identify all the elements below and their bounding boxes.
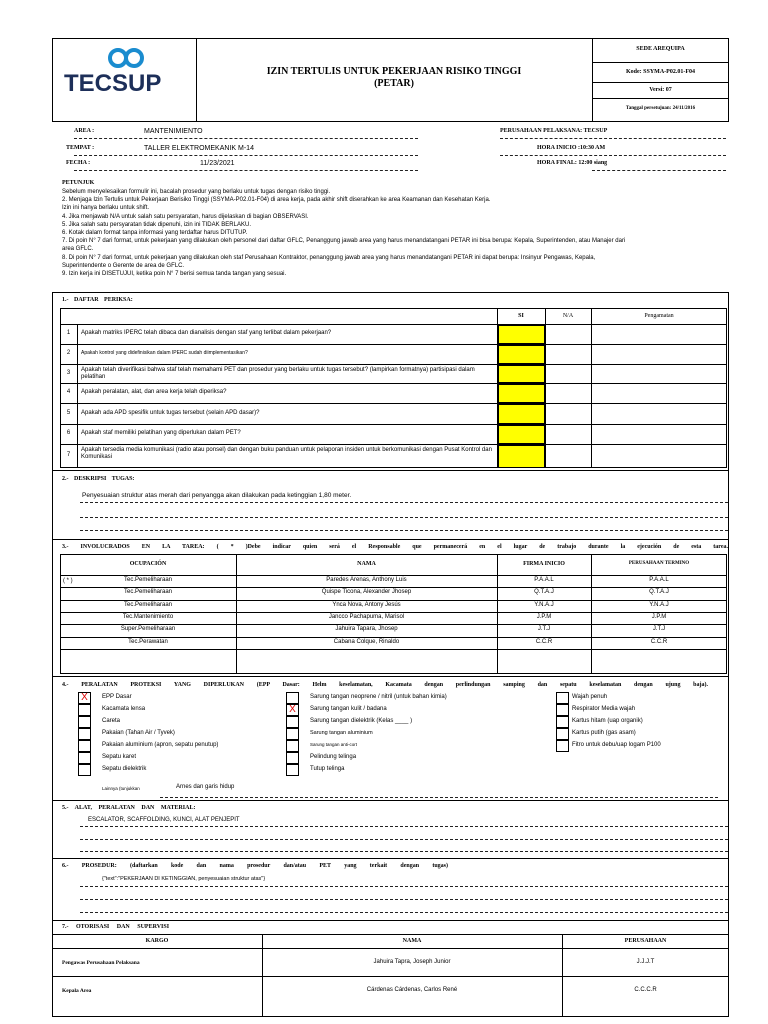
auth-name-1[interactable]: Jahuira Tapra, Joseph Junior — [373, 959, 451, 965]
ppe-checkbox[interactable] — [556, 728, 569, 740]
ppe-checkbox[interactable] — [286, 764, 299, 776]
col-sign-end: PERUSAHAAN TERMINO — [628, 561, 690, 566]
ppe-label: Pelindung telinga — [310, 754, 357, 760]
checklist-si-cell[interactable] — [498, 384, 545, 403]
ppe-checkbox[interactable] — [286, 716, 299, 728]
ppe-label: Kartus hitam (uap organik) — [572, 718, 643, 724]
instructions-title: PETUNJUK — [62, 180, 95, 186]
ppe-checkbox[interactable]: X — [286, 704, 299, 716]
version-label: Versi: 07 — [649, 87, 672, 93]
checklist-si-cell[interactable] — [498, 345, 545, 364]
form-title: IZIN TERTULIS UNTUK PEKERJAAN RISIKO TINGGI — [266, 66, 522, 77]
procedure-text[interactable]: {"text":"PEKERJAAN DI KETINGGIAN, penyesuaian struktur atas"} — [102, 876, 266, 882]
col-auth-name: NAMA — [402, 938, 422, 944]
ppe-title: 4.- PERALATAN PROTEKSI YANG DIPERLUKAN (EPP Dasar: Helm keselamatan, Kacamata dengan perlindungan samping dan sepatu keselamatan dengan ujung baja). — [62, 682, 708, 688]
involved-occ-cell[interactable]: Tec.Mantenimiento — [122, 613, 174, 620]
ppe-checkbox[interactable] — [286, 692, 299, 704]
ppe-checkbox[interactable] — [78, 764, 91, 776]
checklist-question: Apakah kontrol yang didefinisikan dalam IPERC sudah diimplementasikan? — [81, 350, 248, 356]
col-na: N/A — [562, 313, 574, 319]
involved-end-cell[interactable]: J.P.M — [651, 613, 667, 620]
ppe-checkbox[interactable] — [286, 740, 299, 752]
involved-occ-cell[interactable]: Tec.Pemeliharaan — [123, 589, 173, 596]
ppe-checkbox[interactable] — [556, 716, 569, 728]
col-name: NAMA — [357, 561, 376, 567]
others-value[interactable]: Arnes dan garis hidup — [176, 784, 235, 790]
date-value[interactable]: 11/23/2021 — [200, 160, 235, 167]
checklist-si-cell[interactable] — [498, 425, 545, 444]
ppe-checkbox[interactable] — [556, 740, 569, 752]
auth-role-2: Kepala Area — [62, 988, 92, 994]
checklist-question: Apakah ada APD spesifik untuk tugas tersebut (selain APD dasar)? — [81, 409, 260, 416]
ppe-checkbox[interactable] — [78, 752, 91, 764]
ppe-label: Sarung tangan aluminium — [310, 730, 373, 736]
col-company: PERUSAHAAN — [624, 938, 667, 944]
involved-start-cell[interactable]: J.T.J — [537, 626, 551, 633]
tools-title: 5.- ALAT, PERALATAN DAN MATERIAL: — [62, 805, 196, 811]
ppe-label: Kartus putih (gas asam) — [572, 730, 636, 736]
involved-name-cell[interactable]: Jancco Pachapuma, Marisol — [328, 613, 405, 620]
involved-start-cell[interactable]: C.C.R — [535, 638, 553, 645]
checklist-number: 5 — [66, 409, 71, 416]
ppe-label: Pakaian aluminium (apron, sepatu penutup) — [102, 742, 219, 748]
ppe-checkbox[interactable] — [78, 704, 91, 716]
ppe-label: Sarung tangan anti-cort — [310, 742, 358, 747]
procedure-title: 6.- PROSEDUR: (daftarkan kode dan nama prosedur dan/atau PET yang terkait dengan tugas) — [62, 863, 448, 869]
involved-name-cell[interactable]: Cabana Colque, Rinaldo — [333, 638, 400, 645]
ppe-label: Fitro untuk debu/uap logam P100 — [572, 742, 661, 748]
col-sign-start: FIRMA INICIO — [523, 561, 565, 567]
col-occupation: OCUPACIÓN — [129, 561, 167, 567]
involved-occ-cell[interactable]: Tec.Pemeliharaan — [123, 601, 173, 608]
ppe-checkbox[interactable]: X — [78, 692, 91, 704]
area-label: AREA : — [74, 128, 95, 134]
ppe-label: Wajah penuh — [572, 694, 608, 700]
checklist-number: 2 — [66, 350, 71, 356]
involved-start-cell[interactable]: J.P.M — [536, 613, 552, 620]
checklist-question: Apakah tersedia media komunikasi (radio atau ponsel) dan dengan buku panduan untuk pelaporan insiden untuk berkomunikasi dengan Pusat Kontrol dan Komunikasi — [81, 447, 492, 460]
ppe-checkbox[interactable] — [286, 752, 299, 764]
checklist-question: Apakah matriks IPERC telah dibaca dan dianalisis dengan staf yang terlibat dalam pekerjaan? — [81, 330, 332, 336]
ppe-checkbox[interactable] — [286, 728, 299, 740]
checklist-number: 3 — [66, 369, 71, 376]
auth-role-1: Pengawas Perusahaan Pelaksana — [62, 960, 140, 966]
others-label: Lainnya (tunjukkan — [102, 786, 140, 791]
involved-name-cell[interactable]: Ynca Nova, Antony Jesús — [332, 601, 401, 608]
company-label: PERUSAHAAN PELAKSANA: TECSUP — [500, 128, 608, 134]
involved-occ-cell[interactable]: Super.Pemeliharaan — [120, 626, 176, 633]
involved-end-cell[interactable]: C.C.R — [650, 638, 668, 645]
involved-start-cell[interactable]: P.A.A.L — [534, 577, 554, 583]
authorization-title: 7.- OTORISASI DAN SUPERVISI — [62, 924, 170, 930]
checklist-si-cell[interactable] — [498, 445, 545, 468]
approval-date: Tanggal persetujuan: 24/11/2016 — [625, 106, 696, 111]
ppe-label: Tutup telinga — [310, 766, 345, 772]
code-label: Kode: SSYMA-P02.01-F04 — [626, 69, 695, 75]
involved-start-cell[interactable]: Q.T.A.J — [534, 589, 554, 596]
auth-name-2[interactable]: Cárdenas Cárdenas, Carlos René — [366, 987, 458, 993]
ppe-label: Careta — [102, 718, 121, 724]
form-subtitle: (PETAR) — [374, 78, 414, 89]
checklist-si-cell[interactable] — [498, 404, 545, 424]
checklist-title: 1.- DAFTAR PERIKSA: — [62, 297, 133, 303]
end-time: HORA FINAL: 12:00 siang — [537, 160, 608, 166]
auth-company-2[interactable]: C.C.C.R — [634, 987, 657, 993]
involved-name-cell[interactable]: Quispe Ticona, Alexander Jhosep — [321, 589, 412, 596]
ppe-checkbox[interactable] — [556, 704, 569, 716]
ppe-checkbox[interactable] — [78, 728, 91, 740]
ppe-label: Pakaian (Tahan Air / Tyvek) — [102, 730, 175, 736]
instructions: Sebelum menyelesaikan formulir ini, bacalah prosedur yang berlaku untuk tugas dengan risiko tinggi. 2. Menjaga Izin Tertulis untuk Pekerjaan Berisiko Tinggi (SSYMA-P02.01-F04) di area kerja, pada akhir shift diserahkan ke area Keamanan dan Kesehatan Kerja. Izin ini hanya berlaku untuk shift. 4. Jika menjawab N/A untuk salah satu persyaratan, harus dijelaskan di bagian OBSERVASI. 5. Jika salah satu persyaratan tidak dipenuhi, izin ini TIDAK BERLAKU. 6. Kotak dalam format tanpa informasi yang terdaftar harus DITUTUP. 7. Di poin N° 7 dari format, untuk pekerjaan yang dilakukan oleh personel dari daftar GFLC, Penanggung jawab area yang harus menandatangani PETAR ini bisa berupa: Kepala, Superintenden, atau Manajer dari area GFLC. 8. Di poin N° 7 dari format, untuk pekerjaan yang dilakukan oleh staf Perusahaan Kontraktor, penanggung jawab area yang harus menandatangani PETAR ini dapat berupa: Insinyur Pengawas, Kepala, Superintendente o Gerente de area de GFLC. 9. Izin kerja ini DISETUJUI, ketika poin N° 7 berisi semua tanda tangan yang sesuai. — [62, 189, 626, 278]
checklist-si-cell[interactable] — [498, 365, 545, 383]
checklist-question: Apakah telah diverifikasi bahwa staf telah memahami PET dan prosedur yang berlaku untuk tugas tersebut? (lampirkan formatnya) partisipasi dalam pelatihan — [81, 367, 475, 380]
area-value[interactable]: MANTENIMIENTO — [144, 128, 203, 135]
involved-end-cell[interactable]: Y.N.A.J — [649, 601, 669, 608]
place-label: TEMPAT : — [66, 145, 95, 151]
involved-occ-cell[interactable]: Tec.Pemeliharaan — [123, 577, 173, 583]
ppe-checkbox[interactable] — [556, 692, 569, 704]
start-time: HORA INICIO :10:30 AM — [537, 145, 606, 151]
checklist-si-cell[interactable] — [498, 325, 545, 344]
col-role: KARGO — [145, 938, 169, 944]
description-text[interactable]: Penyesuaian struktur atas merah dari penyangga akan dilakukan pada ketinggian 1,80 meter. — [82, 492, 352, 499]
involved-name-cell[interactable]: Jahuira Tapara, Jhosep — [335, 626, 398, 633]
place-value[interactable]: TALLER ELEKTROMEKANIK M-14 — [144, 145, 254, 152]
involved-end-cell[interactable]: J.T.J — [652, 626, 666, 633]
ppe-checkbox[interactable] — [78, 716, 91, 728]
involved-name-cell[interactable]: Paredes Arenas, Anthony Luis — [326, 577, 407, 583]
checklist-number: 6 — [66, 430, 71, 436]
checklist-number: 4 — [66, 389, 71, 395]
responsible-marker: ( * ) — [63, 578, 73, 584]
ppe-label: Sarung tangan kulit / badana — [310, 706, 387, 712]
checklist-question: Apakah staf memiliki pelatihan yang diperlukan dalam PET? — [81, 430, 241, 436]
ppe-label: Sepatu karet — [102, 754, 137, 760]
col-si: SI — [518, 313, 524, 319]
date-label: FECHA : — [66, 160, 91, 166]
ppe-checkbox[interactable] — [78, 740, 91, 752]
involved-end-cell[interactable]: P.A.A.L — [649, 577, 669, 583]
col-observation: Pengamatan — [644, 313, 674, 319]
ppe-label: Sarung tangan dielektrik (Kelas ____ ) — [310, 718, 413, 724]
checklist-question: Apakah peralatan, alat, dan area kerja telah diperiksa? — [81, 389, 227, 395]
checklist-number: 7 — [66, 452, 71, 458]
involved-title: 3.- INVOLUCRADOS EN LA TAREA: ( * )Debe indicar quien será el Responsable que permanecerá en el lugar de trabajo durante la ejecución de esta tarea. — [62, 544, 728, 550]
involved-start-cell[interactable]: Y.N.A.J — [534, 601, 554, 608]
ppe-label: Kacamata lensa — [102, 706, 146, 712]
auth-company-1[interactable]: J.J.J.T — [636, 959, 655, 965]
involved-occ-cell[interactable]: Tec.Perawatan — [128, 638, 168, 645]
ppe-label: EPP Dasar — [102, 694, 132, 700]
checklist-number: 1 — [66, 330, 71, 336]
ppe-label: Sarung tangan neoprene / nitril (untuk bahan kimia) — [310, 694, 447, 700]
involved-end-cell[interactable]: Q.T.A.J — [649, 589, 669, 596]
site-label: SEDE AREQUIPA — [636, 46, 685, 52]
logo: TECSUP — [62, 46, 190, 102]
ppe-label: Sepatu dielektrik — [102, 766, 147, 772]
tools-text[interactable]: ESCALATOR, SCAFFOLDING, KUNCI, ALAT PENJEPIT — [88, 817, 240, 823]
ppe-label: Respirator Media wajah — [572, 706, 636, 712]
tecsup-logo-icon — [106, 46, 146, 70]
description-title: 2.- DESKRIPSI TUGAS: — [62, 476, 135, 482]
